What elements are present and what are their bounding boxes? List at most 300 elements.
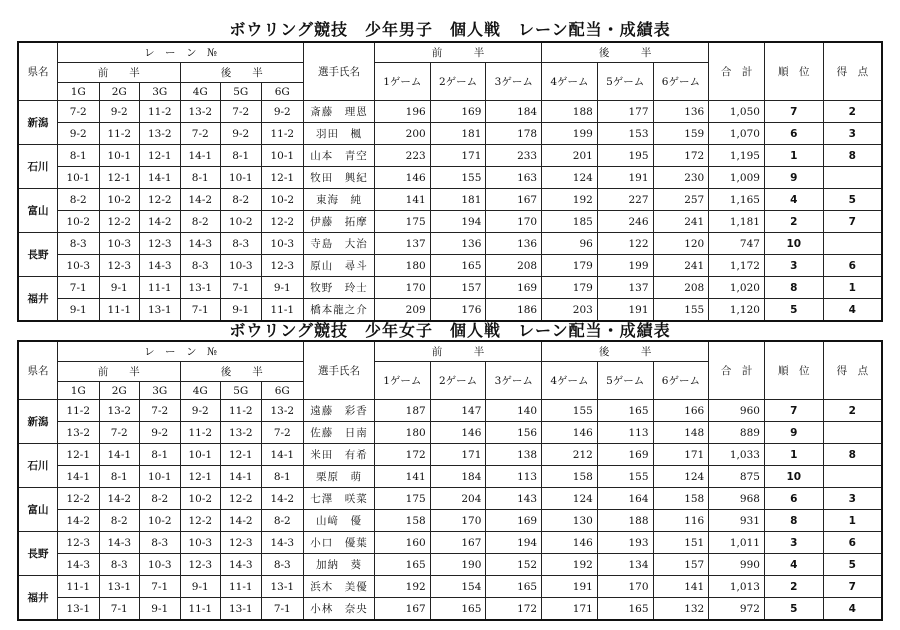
lane-cell: 13-1 (99, 576, 140, 598)
game-score-cell: 169 (597, 444, 653, 466)
game-score-cell: 246 (597, 211, 653, 233)
header-game-col: 6ゲーム (653, 63, 709, 101)
game-score-cell: 186 (486, 299, 542, 322)
game-score-cell: 241 (653, 255, 709, 277)
table-row (18, 211, 882, 233)
lane-cell: 7-2 (99, 422, 140, 444)
lane-cell: 14-1 (261, 444, 304, 466)
points-cell: 7 (823, 576, 882, 598)
game-score-cell: 170 (486, 211, 542, 233)
points-cell: 7 (823, 211, 882, 233)
header-game-lane: 4G (180, 83, 221, 101)
total-cell: 1,050 (709, 101, 765, 123)
lane-cell: 12-1 (140, 145, 181, 167)
header-game-lane: 2G (99, 83, 140, 101)
lane-cell: 11-2 (99, 123, 140, 145)
lane-cell: 7-1 (99, 598, 140, 621)
lane-cell: 10-3 (57, 255, 99, 277)
header-game-col: 5ゲーム (597, 362, 653, 400)
lane-cell: 14-1 (140, 167, 181, 189)
header-game-lane: 1G (57, 83, 99, 101)
prefecture-cell: 新潟 (18, 400, 57, 444)
lane-cell: 8-2 (221, 189, 262, 211)
lane-cell: 13-2 (261, 400, 304, 422)
lane-cell: 12-3 (221, 532, 262, 554)
lane-cell: 7-2 (221, 101, 262, 123)
lane-cell: 14-2 (261, 488, 304, 510)
girls-title: ボウリング競技 少年女子 個人戦 レーン配当・成績表 (229, 321, 671, 340)
player-name-cell: 米田 有希 (304, 444, 375, 466)
player-name-cell: 牧野 玲士 (304, 277, 375, 299)
lane-cell: 12-3 (261, 255, 304, 277)
game-score-cell: 179 (542, 255, 598, 277)
lane-cell: 12-1 (57, 444, 99, 466)
lane-cell: 10-1 (180, 444, 221, 466)
game-score-cell: 136 (486, 233, 542, 255)
points-cell: 2 (823, 101, 882, 123)
lane-cell: 8-3 (180, 255, 221, 277)
lane-cell: 12-2 (261, 211, 304, 233)
lane-cell: 9-1 (261, 277, 304, 299)
game-score-cell: 157 (653, 554, 709, 576)
game-score-cell: 146 (542, 422, 598, 444)
header-game-col: 3ゲーム (486, 362, 542, 400)
table-row (18, 576, 882, 598)
points-cell (823, 167, 882, 189)
total-cell: 960 (709, 400, 765, 422)
table-row (18, 123, 882, 145)
game-score-cell: 184 (430, 466, 486, 488)
header-total: 合 計 (709, 341, 765, 400)
game-score-cell: 151 (653, 532, 709, 554)
prefecture-cell: 富山 (18, 189, 57, 233)
game-score-cell: 141 (374, 189, 430, 211)
rank-cell: 2 (764, 576, 823, 598)
prefecture-cell: 福井 (18, 576, 57, 621)
game-score-cell: 165 (597, 400, 653, 422)
lane-cell: 8-1 (140, 444, 181, 466)
header-score-second-half: 後 半 (542, 42, 709, 63)
game-score-cell: 192 (542, 554, 598, 576)
game-score-cell: 113 (486, 466, 542, 488)
rank-cell: 8 (764, 277, 823, 299)
lane-cell: 14-2 (221, 510, 262, 532)
lane-cell: 9-2 (57, 123, 99, 145)
game-score-cell: 194 (430, 211, 486, 233)
lane-cell: 11-2 (57, 400, 99, 422)
game-score-cell: 134 (597, 554, 653, 576)
game-score-cell: 155 (542, 400, 598, 422)
game-score-cell: 122 (597, 233, 653, 255)
header-score-first-half: 前 半 (374, 341, 541, 362)
lane-cell: 11-1 (99, 299, 140, 322)
game-score-cell: 158 (542, 466, 598, 488)
lane-cell: 14-1 (180, 145, 221, 167)
points-cell (823, 233, 882, 255)
prefecture-cell: 長野 (18, 233, 57, 277)
header-game-col: 4ゲーム (542, 362, 598, 400)
game-score-cell: 181 (430, 123, 486, 145)
game-score-cell: 170 (374, 277, 430, 299)
lane-cell: 11-1 (261, 299, 304, 322)
lane-cell: 12-1 (261, 167, 304, 189)
player-name-cell: 栗原 萌 (304, 466, 375, 488)
lane-cell: 11-1 (221, 576, 262, 598)
lane-cell: 14-3 (221, 554, 262, 576)
table-row (18, 554, 882, 576)
game-score-cell: 209 (374, 299, 430, 322)
game-score-cell: 148 (653, 422, 709, 444)
player-name-cell: 山﨑 優 (304, 510, 375, 532)
game-score-cell: 143 (486, 488, 542, 510)
girls-results-table (17, 340, 883, 621)
game-score-cell: 136 (430, 233, 486, 255)
player-name-cell: 小林 奈央 (304, 598, 375, 621)
lane-cell: 8-2 (57, 189, 99, 211)
header-prefecture: 県名 (18, 42, 57, 101)
game-score-cell: 175 (374, 211, 430, 233)
lane-cell: 13-1 (57, 598, 99, 621)
player-name-cell: 羽田 楓 (304, 123, 375, 145)
game-score-cell: 116 (653, 510, 709, 532)
game-score-cell: 191 (597, 299, 653, 322)
points-cell: 6 (823, 255, 882, 277)
game-score-cell: 170 (430, 510, 486, 532)
lane-cell: 9-2 (261, 101, 304, 123)
table-row (18, 444, 882, 466)
header-lane-first-half: 前 半 (57, 362, 180, 382)
total-cell: 1,011 (709, 532, 765, 554)
points-cell: 1 (823, 277, 882, 299)
rank-cell: 3 (764, 532, 823, 554)
game-score-cell: 181 (430, 189, 486, 211)
lane-cell: 8-2 (140, 488, 181, 510)
game-score-cell: 223 (374, 145, 430, 167)
header-lane-no: レ ー ン № (57, 341, 303, 362)
lane-cell: 12-2 (57, 488, 99, 510)
game-score-cell: 165 (597, 598, 653, 621)
game-score-cell: 169 (486, 277, 542, 299)
game-score-cell: 199 (542, 123, 598, 145)
rank-cell: 6 (764, 123, 823, 145)
table-row (18, 189, 882, 211)
lane-cell: 8-1 (99, 466, 140, 488)
game-score-cell: 96 (542, 233, 598, 255)
lane-cell: 14-3 (57, 554, 99, 576)
points-cell: 3 (823, 123, 882, 145)
lane-cell: 10-2 (221, 211, 262, 233)
lane-cell: 11-1 (180, 598, 221, 621)
game-score-cell: 155 (653, 299, 709, 322)
header-points: 得 点 (823, 341, 882, 400)
game-score-cell: 146 (430, 422, 486, 444)
lane-cell: 14-3 (140, 255, 181, 277)
game-score-cell: 154 (430, 576, 486, 598)
game-score-cell: 156 (486, 422, 542, 444)
game-score-cell: 170 (597, 576, 653, 598)
total-cell: 1,013 (709, 576, 765, 598)
header-game-col: 1ゲーム (374, 362, 430, 400)
header-rank: 順 位 (764, 341, 823, 400)
game-score-cell: 227 (597, 189, 653, 211)
lane-cell: 7-1 (180, 299, 221, 322)
header-lane-second-half: 後 半 (180, 362, 304, 382)
lane-cell: 9-1 (221, 299, 262, 322)
player-name-cell: 牧田 興紀 (304, 167, 375, 189)
prefecture-cell: 新潟 (18, 101, 57, 145)
game-score-cell: 212 (542, 444, 598, 466)
header-game-lane: 3G (140, 382, 181, 400)
rank-cell: 4 (764, 554, 823, 576)
header-rank: 順 位 (764, 42, 823, 101)
player-name-cell: 斎藤 理恩 (304, 101, 375, 123)
lane-cell: 13-1 (221, 598, 262, 621)
player-name-cell: 佐藤 日南 (304, 422, 375, 444)
game-score-cell: 165 (430, 598, 486, 621)
game-score-cell: 185 (542, 211, 598, 233)
lane-cell: 10-1 (99, 145, 140, 167)
header-game-col: 4ゲーム (542, 63, 598, 101)
lane-cell: 8-3 (140, 532, 181, 554)
game-score-cell: 180 (374, 422, 430, 444)
lane-cell: 8-2 (99, 510, 140, 532)
lane-cell: 10-2 (261, 189, 304, 211)
lane-cell: 12-1 (99, 167, 140, 189)
game-score-cell: 167 (374, 598, 430, 621)
lane-cell: 10-1 (57, 167, 99, 189)
lane-cell: 14-3 (99, 532, 140, 554)
game-score-cell: 192 (542, 189, 598, 211)
lane-cell: 10-1 (140, 466, 181, 488)
game-score-cell: 172 (653, 145, 709, 167)
points-cell: 3 (823, 488, 882, 510)
header-game-col: 1ゲーム (374, 63, 430, 101)
table-row (18, 598, 882, 621)
rank-cell: 4 (764, 189, 823, 211)
lane-cell: 11-1 (57, 576, 99, 598)
table-row (18, 532, 882, 554)
game-score-cell: 157 (430, 277, 486, 299)
total-cell: 1,020 (709, 277, 765, 299)
header-points: 得 点 (823, 42, 882, 101)
lane-cell: 14-1 (221, 466, 262, 488)
total-cell: 889 (709, 422, 765, 444)
table-row (18, 101, 882, 123)
game-score-cell: 200 (374, 123, 430, 145)
game-score-cell: 141 (653, 576, 709, 598)
header-game-lane: 6G (261, 83, 304, 101)
lane-cell: 9-1 (57, 299, 99, 322)
lane-cell: 14-1 (57, 466, 99, 488)
game-score-cell: 192 (374, 576, 430, 598)
rank-cell: 8 (764, 510, 823, 532)
game-score-cell: 208 (653, 277, 709, 299)
lane-cell: 12-3 (140, 233, 181, 255)
points-cell: 8 (823, 444, 882, 466)
prefecture-cell: 石川 (18, 444, 57, 488)
lane-cell: 7-2 (140, 400, 181, 422)
game-score-cell: 136 (653, 101, 709, 123)
lane-cell: 10-3 (140, 554, 181, 576)
header-game-col: 2ゲーム (430, 63, 486, 101)
total-cell: 1,165 (709, 189, 765, 211)
game-score-cell: 164 (597, 488, 653, 510)
rank-cell: 9 (764, 167, 823, 189)
points-cell: 5 (823, 189, 882, 211)
header-game-lane: 2G (99, 382, 140, 400)
header-game-col: 2ゲーム (430, 362, 486, 400)
lane-cell: 14-2 (180, 189, 221, 211)
lane-cell: 14-3 (180, 233, 221, 255)
total-cell: 1,070 (709, 123, 765, 145)
total-cell: 931 (709, 510, 765, 532)
header-total: 合 計 (709, 42, 765, 101)
lane-cell: 8-3 (99, 554, 140, 576)
header-prefecture: 県名 (18, 341, 57, 400)
header-game-lane: 6G (261, 382, 304, 400)
player-name-cell: 七澤 咲菜 (304, 488, 375, 510)
game-score-cell: 184 (486, 101, 542, 123)
total-cell: 1,195 (709, 145, 765, 167)
table-row (18, 255, 882, 277)
game-score-cell: 230 (653, 167, 709, 189)
game-score-cell: 165 (486, 576, 542, 598)
lane-cell: 13-2 (221, 422, 262, 444)
game-score-cell: 160 (374, 532, 430, 554)
lane-cell: 12-1 (180, 466, 221, 488)
header-game-lane: 3G (140, 83, 181, 101)
game-score-cell: 193 (597, 532, 653, 554)
table-row (18, 400, 882, 422)
table-row (18, 277, 882, 299)
lane-cell: 13-2 (99, 400, 140, 422)
lane-cell: 7-1 (140, 576, 181, 598)
game-score-cell: 190 (430, 554, 486, 576)
game-score-cell: 177 (597, 101, 653, 123)
rank-cell: 5 (764, 598, 823, 621)
lane-cell: 7-2 (180, 123, 221, 145)
lane-cell: 7-2 (57, 101, 99, 123)
rank-cell: 1 (764, 444, 823, 466)
header-lane-first-half: 前 半 (57, 63, 180, 83)
lane-cell: 10-1 (221, 167, 262, 189)
game-score-cell: 171 (430, 145, 486, 167)
rank-cell: 3 (764, 255, 823, 277)
header-game-lane: 5G (221, 382, 262, 400)
lane-cell: 10-3 (180, 532, 221, 554)
header-player-name: 選手氏名 (304, 42, 375, 101)
rank-cell: 10 (764, 466, 823, 488)
player-name-cell: 伊藤 拓摩 (304, 211, 375, 233)
lane-cell: 14-1 (99, 444, 140, 466)
header-game-lane: 1G (57, 382, 99, 400)
game-score-cell: 163 (486, 167, 542, 189)
game-score-cell: 153 (597, 123, 653, 145)
lane-cell: 10-3 (99, 233, 140, 255)
prefecture-cell: 長野 (18, 532, 57, 576)
lane-cell: 11-2 (221, 400, 262, 422)
lane-cell: 7-1 (261, 598, 304, 621)
prefecture-cell: 富山 (18, 488, 57, 532)
game-score-cell: 188 (542, 101, 598, 123)
lane-cell: 12-3 (99, 255, 140, 277)
game-score-cell: 166 (653, 400, 709, 422)
lane-cell: 14-2 (140, 211, 181, 233)
total-cell: 1,033 (709, 444, 765, 466)
rank-cell: 9 (764, 422, 823, 444)
lane-cell: 9-2 (140, 422, 181, 444)
game-score-cell: 138 (486, 444, 542, 466)
game-score-cell: 113 (597, 422, 653, 444)
lane-cell: 14-2 (57, 510, 99, 532)
player-name-cell: 原山 尋斗 (304, 255, 375, 277)
rank-cell: 2 (764, 211, 823, 233)
game-score-cell: 165 (430, 255, 486, 277)
game-score-cell: 204 (430, 488, 486, 510)
game-score-cell: 233 (486, 145, 542, 167)
total-cell: 875 (709, 466, 765, 488)
game-score-cell: 201 (542, 145, 598, 167)
game-score-cell: 158 (374, 510, 430, 532)
lane-cell: 13-1 (180, 277, 221, 299)
game-score-cell: 155 (597, 466, 653, 488)
header-game-col: 3ゲーム (486, 63, 542, 101)
lane-cell: 9-1 (140, 598, 181, 621)
lane-cell: 10-2 (180, 488, 221, 510)
game-score-cell: 257 (653, 189, 709, 211)
header-game-col: 6ゲーム (653, 362, 709, 400)
lane-cell: 8-3 (221, 233, 262, 255)
lane-cell: 8-1 (180, 167, 221, 189)
table-row (18, 233, 882, 255)
game-score-cell: 146 (542, 532, 598, 554)
game-score-cell: 171 (430, 444, 486, 466)
header-game-lane: 4G (180, 382, 221, 400)
lane-cell: 12-3 (180, 554, 221, 576)
lane-cell: 8-1 (57, 145, 99, 167)
game-score-cell: 178 (486, 123, 542, 145)
rank-cell: 7 (764, 400, 823, 422)
table-row (18, 510, 882, 532)
total-cell: 968 (709, 488, 765, 510)
rank-cell: 5 (764, 299, 823, 322)
lane-cell: 14-2 (99, 488, 140, 510)
game-score-cell: 241 (653, 211, 709, 233)
lane-cell: 10-3 (221, 255, 262, 277)
lane-cell: 10-3 (261, 233, 304, 255)
game-score-cell: 159 (653, 123, 709, 145)
player-name-cell: 遠藤 彩香 (304, 400, 375, 422)
game-score-cell: 169 (486, 510, 542, 532)
lane-cell: 13-2 (180, 101, 221, 123)
rank-cell: 6 (764, 488, 823, 510)
total-cell: 747 (709, 233, 765, 255)
lane-cell: 8-2 (180, 211, 221, 233)
game-score-cell: 171 (653, 444, 709, 466)
game-score-cell: 196 (374, 101, 430, 123)
lane-cell: 9-1 (99, 277, 140, 299)
lane-cell: 9-2 (180, 400, 221, 422)
points-cell (823, 422, 882, 444)
game-score-cell: 180 (374, 255, 430, 277)
game-score-cell: 191 (597, 167, 653, 189)
lane-cell: 12-1 (221, 444, 262, 466)
game-score-cell: 171 (542, 598, 598, 621)
player-name-cell: 加納 葵 (304, 554, 375, 576)
lane-cell: 11-1 (140, 277, 181, 299)
game-score-cell: 187 (374, 400, 430, 422)
lane-cell: 7-1 (57, 277, 99, 299)
